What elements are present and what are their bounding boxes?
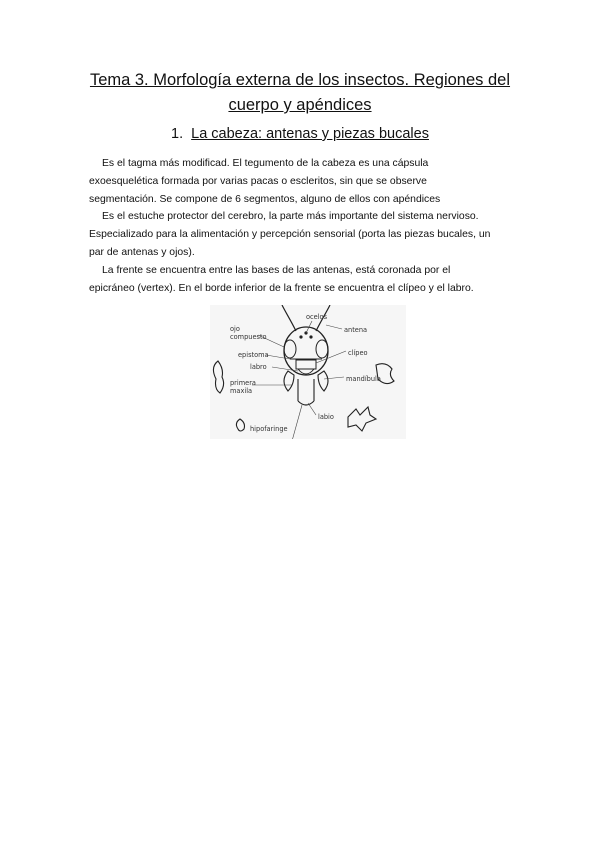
detached-maxilla bbox=[213, 361, 223, 393]
p1-line-3: segmentación. Se compone de 6 segmentos, alguno de ellos con apéndices bbox=[89, 194, 441, 205]
ocellus-right bbox=[309, 335, 312, 338]
label-maxila: maxila bbox=[230, 387, 253, 395]
p1-line-2: exoesquelética formada por varias pacas o escleritos, sin que se observe bbox=[89, 176, 427, 187]
label-labro: labro bbox=[250, 363, 267, 371]
section-heading bbox=[60, 126, 540, 142]
p2-line-2: Especializado para la alimentación y percepción sensorial (porta las piezas bucales, un bbox=[89, 229, 491, 240]
section-number: 1. bbox=[171, 126, 184, 142]
insect-head-figure bbox=[210, 305, 406, 439]
p1-line-1: Es el tagma más modificad. El tegumento de la cabeza es una cápsula bbox=[102, 158, 429, 169]
label-ojo: ojo bbox=[230, 325, 240, 333]
label-antena: antena bbox=[344, 326, 368, 334]
ocellus-left bbox=[299, 335, 302, 338]
p2-line-3: par de antenas y ojos). bbox=[89, 247, 195, 258]
labrum-shape bbox=[298, 369, 314, 374]
p2-line-1: Es el estuche protector del cerebro, la parte más importante del sistema nervioso. bbox=[102, 211, 479, 222]
label-epistoma: epistoma bbox=[238, 351, 269, 359]
left-compound-eye bbox=[284, 340, 296, 358]
labium-shape bbox=[298, 379, 314, 405]
paragraph-2 bbox=[89, 208, 519, 262]
p3-line-1: La frente se encuentra entre las bases de las antenas, está coronada por el bbox=[102, 265, 451, 276]
label-hipofaringe: hipofaringe bbox=[250, 425, 288, 433]
label-labio: labio bbox=[318, 413, 334, 421]
label-compuesto: compuesto bbox=[230, 333, 267, 341]
right-mandible-shape bbox=[318, 371, 328, 391]
page-title bbox=[60, 68, 540, 118]
section-title: La cabeza: antenas y piezas bucales bbox=[191, 126, 429, 142]
left-mandible-shape bbox=[284, 371, 294, 391]
label-ocelos: ocelos bbox=[306, 313, 328, 321]
label-primera: primera bbox=[230, 379, 256, 387]
label-mandibula: mandíbula bbox=[346, 375, 381, 383]
detached-hypopharynx bbox=[236, 419, 244, 431]
title-line-2: cuerpo y apéndices bbox=[228, 96, 372, 114]
title-line-1: Tema 3. Morfología externa de los insectos. Regiones del bbox=[89, 71, 511, 89]
paragraph-1 bbox=[89, 155, 519, 209]
left-antenna bbox=[282, 305, 296, 331]
insect-head-diagram bbox=[210, 305, 406, 439]
label-clipeo: clípeo bbox=[348, 349, 368, 357]
paragraph-3 bbox=[89, 262, 519, 298]
p3-line-2: epicráneo (vertex). En el borde inferior de la frente se encuentra el clípeo y el labro. bbox=[89, 283, 474, 294]
right-compound-eye bbox=[316, 340, 328, 358]
detached-labium bbox=[348, 407, 376, 431]
clypeus-shape bbox=[296, 360, 316, 369]
